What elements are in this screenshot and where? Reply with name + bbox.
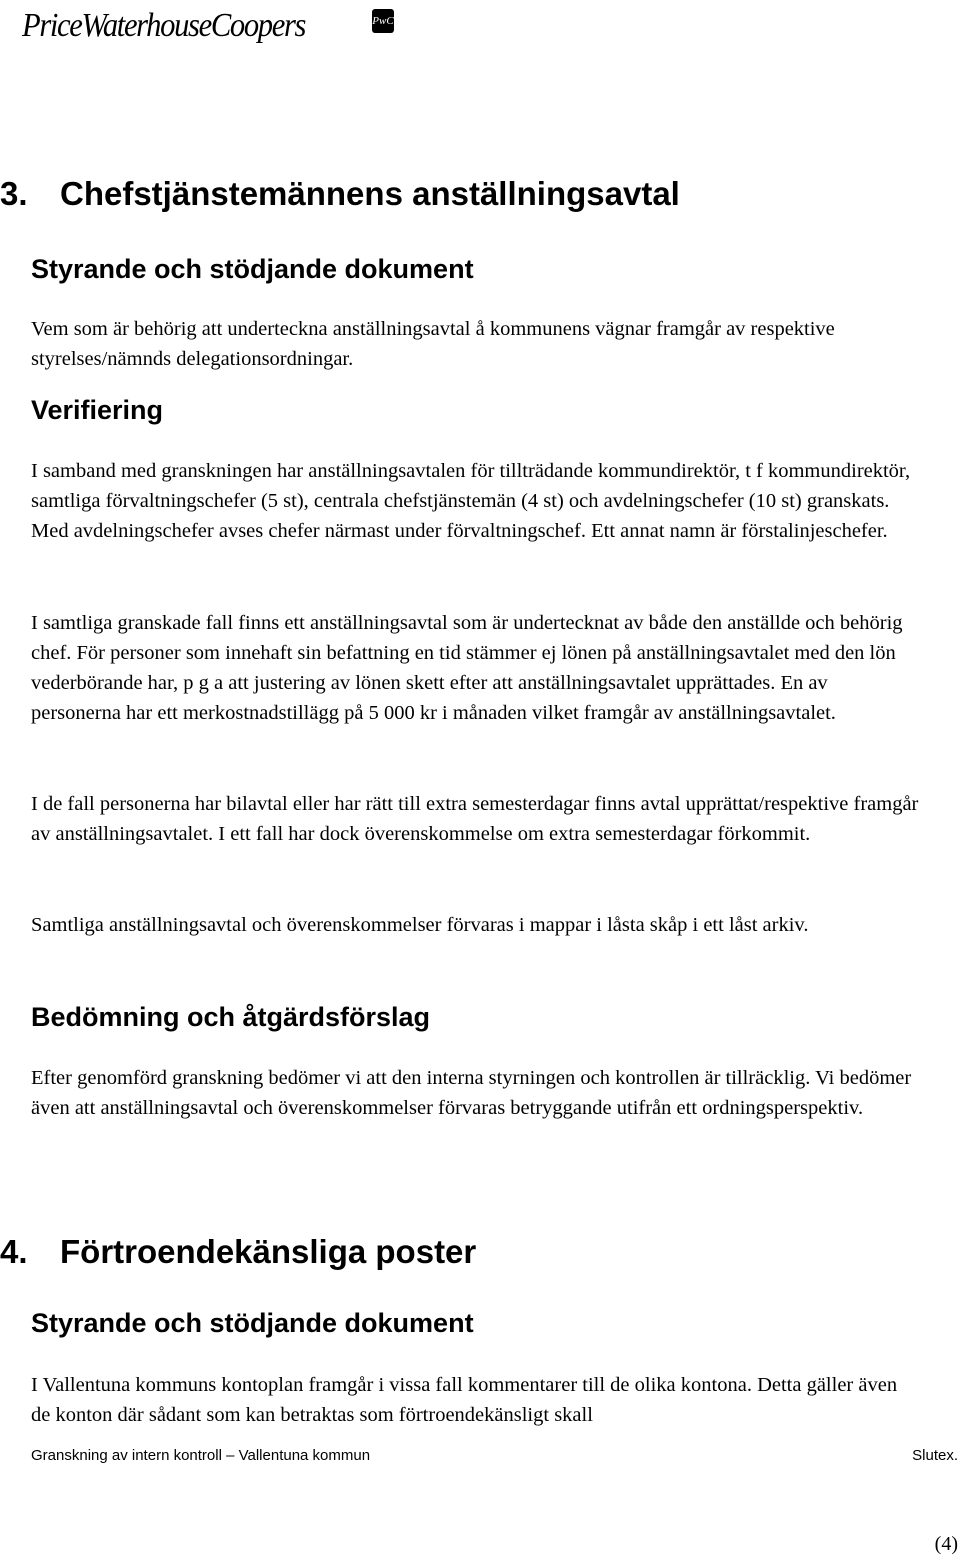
section-3-paragraph-5: Samtliga anställningsavtal och överenskommelser förvaras i mappar i låsta skåp i ett låst arkiv. <box>31 914 809 936</box>
section-3-number: 3. <box>0 175 28 212</box>
footer-title: Granskning av intern kontroll – Vallentuna kommun <box>31 1447 371 1464</box>
section-3-paragraph-6: Efter genomförd granskning bedömer vi att den interna styrningen och kontrollen är tillräcklig. Vi bedömer även att anställningsavtal och överenskommelser förvaras betryggande utifrån ett ordningsperspektiv. <box>31 1067 912 1119</box>
section-3-subheading-verification: Verifiering <box>31 395 164 425</box>
footer-status: Slutex. <box>912 1447 958 1464</box>
section-4-title: Förtroendekänsliga poster <box>60 1233 477 1270</box>
section-3-subheading-documents: Styrande och stödjande dokument <box>31 254 474 284</box>
section-3-paragraph-1: Vem som är behörig att underteckna anställningsavtal å kommunens vägnar framgår av respektive styrelses/nämnds delegationsordningar. <box>31 318 835 370</box>
section-3-heading <box>0 174 920 214</box>
company-logo <box>22 4 337 48</box>
logo-mark: PwC <box>372 9 394 33</box>
section-4-number: 4. <box>0 1233 28 1270</box>
section-4-heading <box>0 1232 920 1272</box>
page-footer <box>31 1446 960 1466</box>
section-3-paragraph-4: I de fall personerna har bilavtal eller har rätt till extra semesterdagar finns avtal upprättat/respektive framgår av anställningsavtalet. I ett fall har dock överenskommelse om extra semesterdagar förkommit. <box>31 793 919 845</box>
section-3-paragraph-3: I samtliga granskade fall finns ett anställningsavtal som är undertecknat av både den anställde och behörig chef. För personer som innehaft sin befattning en tid stämmer ej lönen på anställningsavtalet med den lön vederbörande har, p g a att justering av lönen skett efter att anställningsavtalet upprättades. En av personerna har ett merkostnadstillägg på 5 000 kr i månaden vilket framgår av anställningsavtalet. <box>31 612 903 724</box>
section-3-paragraph-2: I samband med granskningen har anställningsavtalen för tillträdande kommundirektör, t f kommundirektör, samtliga förvaltningschefer (5 st), centrala chefstjänstemän (4 st) och avdelningschefer (10 st) granskats. Med avdelningschefer avses chefer närmast under förvaltningschef. Ett annat namn är förstalinjeschefer. <box>31 460 911 542</box>
section-4-subheading-documents: Styrande och stödjande dokument <box>31 1308 474 1338</box>
page-number: (4) <box>934 1533 958 1555</box>
section-3-title: Chefstjänstemännens anställningsavtal <box>60 175 680 212</box>
section-4-paragraph-1: I Vallentuna kommuns kontoplan framgår i vissa fall kommentarer till de olika kontona. Detta gäller även de konton där sådant som kan betraktas som förtroendekänsligt skall <box>31 1374 898 1426</box>
logo-text: PriceWaterhouseCoopers <box>22 7 306 44</box>
section-3-subheading-assessment: Bedömning och åtgärdsförslag <box>31 1002 431 1032</box>
